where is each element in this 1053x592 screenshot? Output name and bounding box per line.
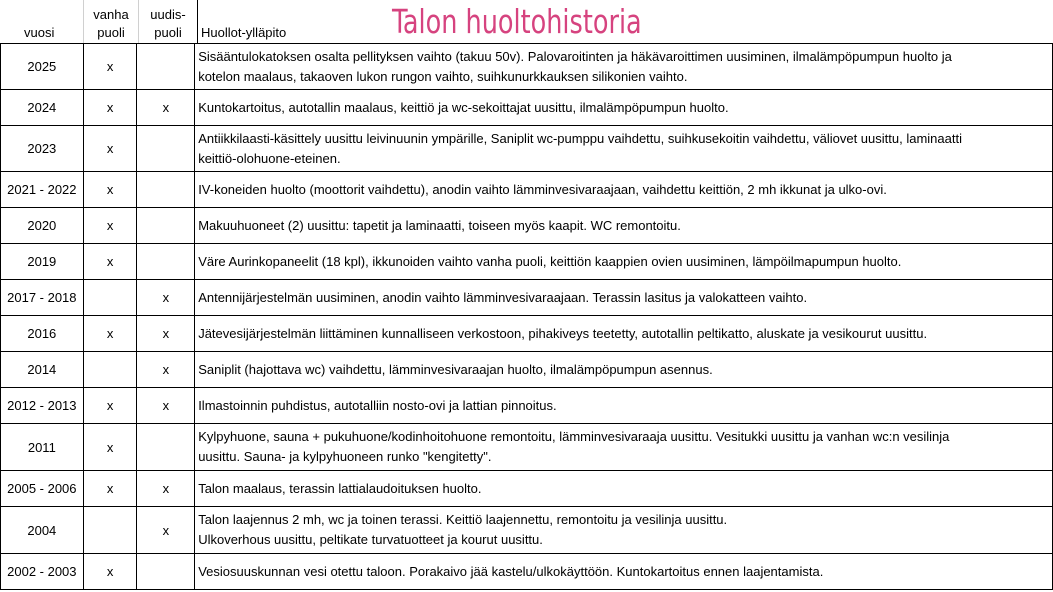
maintenance-line: keittiö-olohuone-eteinen. [198,150,341,166]
maintenance-line: Saniplit (hajottava wc) vaihdettu, lämminvesivaraajan huolto, ilmalämpöpumpun asennus. [198,361,713,377]
maintenance-line: Jätevesijärjestelmän liittäminen kunnalliseen verkostoon, pihakiveys teetetty, autotallin peltikatto, aluskate ja vesikourut uusittu. [198,325,928,341]
maintenance-cell[interactable] [195,244,1053,280]
maintenance-line: Makuuhuoneet (2) uusittu: tapetit ja laminaatti, toiseen myös kaapit. WC remontoitu. [198,217,681,233]
maintenance-table [0,43,1053,590]
maintenance-cell[interactable] [195,507,1053,554]
year-cell[interactable]: 2019 [1,244,84,280]
old-side-cell[interactable]: x [83,471,137,507]
table-row [1,471,1053,507]
old-side-cell[interactable]: x [83,388,137,424]
new-side-cell[interactable]: x [137,471,195,507]
year-cell[interactable]: 2017 - 2018 [1,280,84,316]
old-side-cell[interactable]: x [83,424,137,471]
maintenance-line: Ilmastoinnin puhdistus, autotalliin nosto-ovi ja lattian pinnoitus. [198,397,557,413]
table-row [1,172,1053,208]
table-row [1,507,1053,554]
maintenance-line: Vesiosuuskunnan vesi otettu taloon. Porakaivo jää kastelu/ulkokäyttöön. Kuntokartoitus ennen laajentamista. [198,563,824,579]
maintenance-line: Talon laajennus 2 mh, wc ja toinen terassi. Keittiö laajennettu, remontoitu ja vesilinja uusittu. [198,512,728,527]
new-side-cell[interactable]: x [137,352,195,388]
table-row [1,554,1053,590]
year-cell[interactable]: 2014 [1,352,84,388]
year-cell[interactable]: 2004 [1,507,84,554]
maintenance-cell[interactable] [195,471,1053,507]
maintenance-cell[interactable] [195,44,1053,90]
maintenance-line: Ulkoverhous uusittu, peltikate turvatuotteet ja kourut uusittu. [198,532,543,547]
maintenance-line: Talon maalaus, terassin lattialaudoituksen huolto. [198,480,482,496]
table-row [1,244,1053,280]
old-side-cell[interactable] [83,280,137,316]
maintenance-cell[interactable] [195,90,1053,126]
table-row [1,280,1053,316]
maintenance-cell[interactable] [195,424,1053,471]
year-cell[interactable]: 2005 - 2006 [1,471,84,507]
maintenance-line: Antennijärjestelmän uusiminen, anodin vaihto lämminvesivaraajaan. Terassin lasitus ja valokatteen vaihto. [198,289,808,305]
old-side-cell[interactable]: x [83,316,137,352]
new-side-cell[interactable]: x [137,280,195,316]
maintenance-line: kotelon maalaus, takaoven lukon rungon vaihto, suihkunurkkauksen silikonien vaihto. [198,68,688,84]
table-row [1,352,1053,388]
page-title: Talon huoltohistoria [392,2,642,41]
table-row [1,388,1053,424]
maintenance-line: Sisääntulokatoksen osalta pellityksen vaihto (takuu 50v). Palovaroitinten ja häkävaroittimen uusiminen, ilmalämpöpumpun huolto ja [198,48,952,64]
maintenance-line: uusittu. Sauna- ja kylpyhuoneen runko "kengitetty". [198,449,492,464]
old-side-cell[interactable] [83,352,137,388]
maintenance-cell[interactable] [195,554,1053,590]
year-cell[interactable]: 2002 - 2003 [1,554,84,590]
table-row [1,90,1053,126]
year-cell[interactable]: 2011 [1,424,84,471]
maintenance-line: Väre Aurinkopaneelit (18 kpl), ikkunoiden vaihto vanha puoli, keittiön kaappien ovien uusiminen, lämpöilmapumpun huolto. [198,253,902,269]
old-side-cell[interactable]: x [83,172,137,208]
old-side-cell[interactable]: x [83,90,137,126]
new-side-cell[interactable]: x [137,316,195,352]
maintenance-line: Kylpyhuone, sauna + pukuhuone/kodinhoitohuone remontoitu, lämminvesivaraaja uusittu. Vesitukki uusittu ja vanhan wc:n vesilinja [198,429,950,444]
year-cell[interactable]: 2024 [1,90,84,126]
new-side-cell[interactable]: x [137,507,195,554]
old-side-cell[interactable]: x [83,208,137,244]
year-cell[interactable]: 2016 [1,316,84,352]
table-row [1,44,1053,90]
header-old-line2: puoli [97,25,125,40]
maintenance-line: Antiikkilaasti-käsittely uusittu leivinuunin ympärille, Saniplit wc-pumppu vaihdettu, suihkusekoitin vaihdettu, väliovet uusittu, laminaatti [198,130,962,146]
table-row [1,126,1053,172]
new-side-cell[interactable] [137,424,195,471]
header-new-side [139,6,197,42]
new-side-cell[interactable] [137,172,195,208]
maintenance-cell[interactable] [195,316,1053,352]
year-cell[interactable]: 2021 - 2022 [1,172,84,208]
maintenance-cell[interactable] [195,172,1053,208]
new-side-cell[interactable] [137,244,195,280]
header-maintenance: Huollot-ylläpito [201,25,287,40]
header-old-line1: vanha [93,7,129,22]
year-cell[interactable]: 2023 [1,126,84,172]
header-new-line2: puoli [154,25,182,40]
header-old-side [84,6,138,42]
old-side-cell[interactable] [83,507,137,554]
header-divider [197,0,198,43]
old-side-cell[interactable]: x [83,44,137,90]
old-side-cell[interactable]: x [83,126,137,172]
table-row [1,208,1053,244]
table-row [1,316,1053,352]
table-row [1,424,1053,471]
year-cell[interactable]: 2020 [1,208,84,244]
old-side-cell[interactable]: x [83,554,137,590]
year-cell[interactable]: 2012 - 2013 [1,388,84,424]
new-side-cell[interactable] [137,554,195,590]
maintenance-cell[interactable] [195,208,1053,244]
header-new-line1: uudis- [150,7,186,22]
year-cell[interactable]: 2025 [1,44,84,90]
header-year: vuosi [24,25,55,40]
maintenance-cell[interactable] [195,388,1053,424]
new-side-cell[interactable]: x [137,90,195,126]
new-side-cell[interactable] [137,126,195,172]
maintenance-line: IV-koneiden huolto (moottorit vaihdettu), anodin vaihto lämminvesivaraajaan, vaihdettu keittiön, 2 mh ikkunat ja ulko-ovi. [198,181,887,197]
new-side-cell[interactable] [137,208,195,244]
maintenance-cell[interactable] [195,126,1053,172]
maintenance-cell[interactable] [195,352,1053,388]
maintenance-cell[interactable] [195,280,1053,316]
new-side-cell[interactable] [137,44,195,90]
old-side-cell[interactable]: x [83,244,137,280]
maintenance-line: Kuntokartoitus, autotallin maalaus, keittiö ja wc-sekoittajat uusittu, ilmalämpöpumpun huolto. [198,99,729,115]
new-side-cell[interactable]: x [137,388,195,424]
